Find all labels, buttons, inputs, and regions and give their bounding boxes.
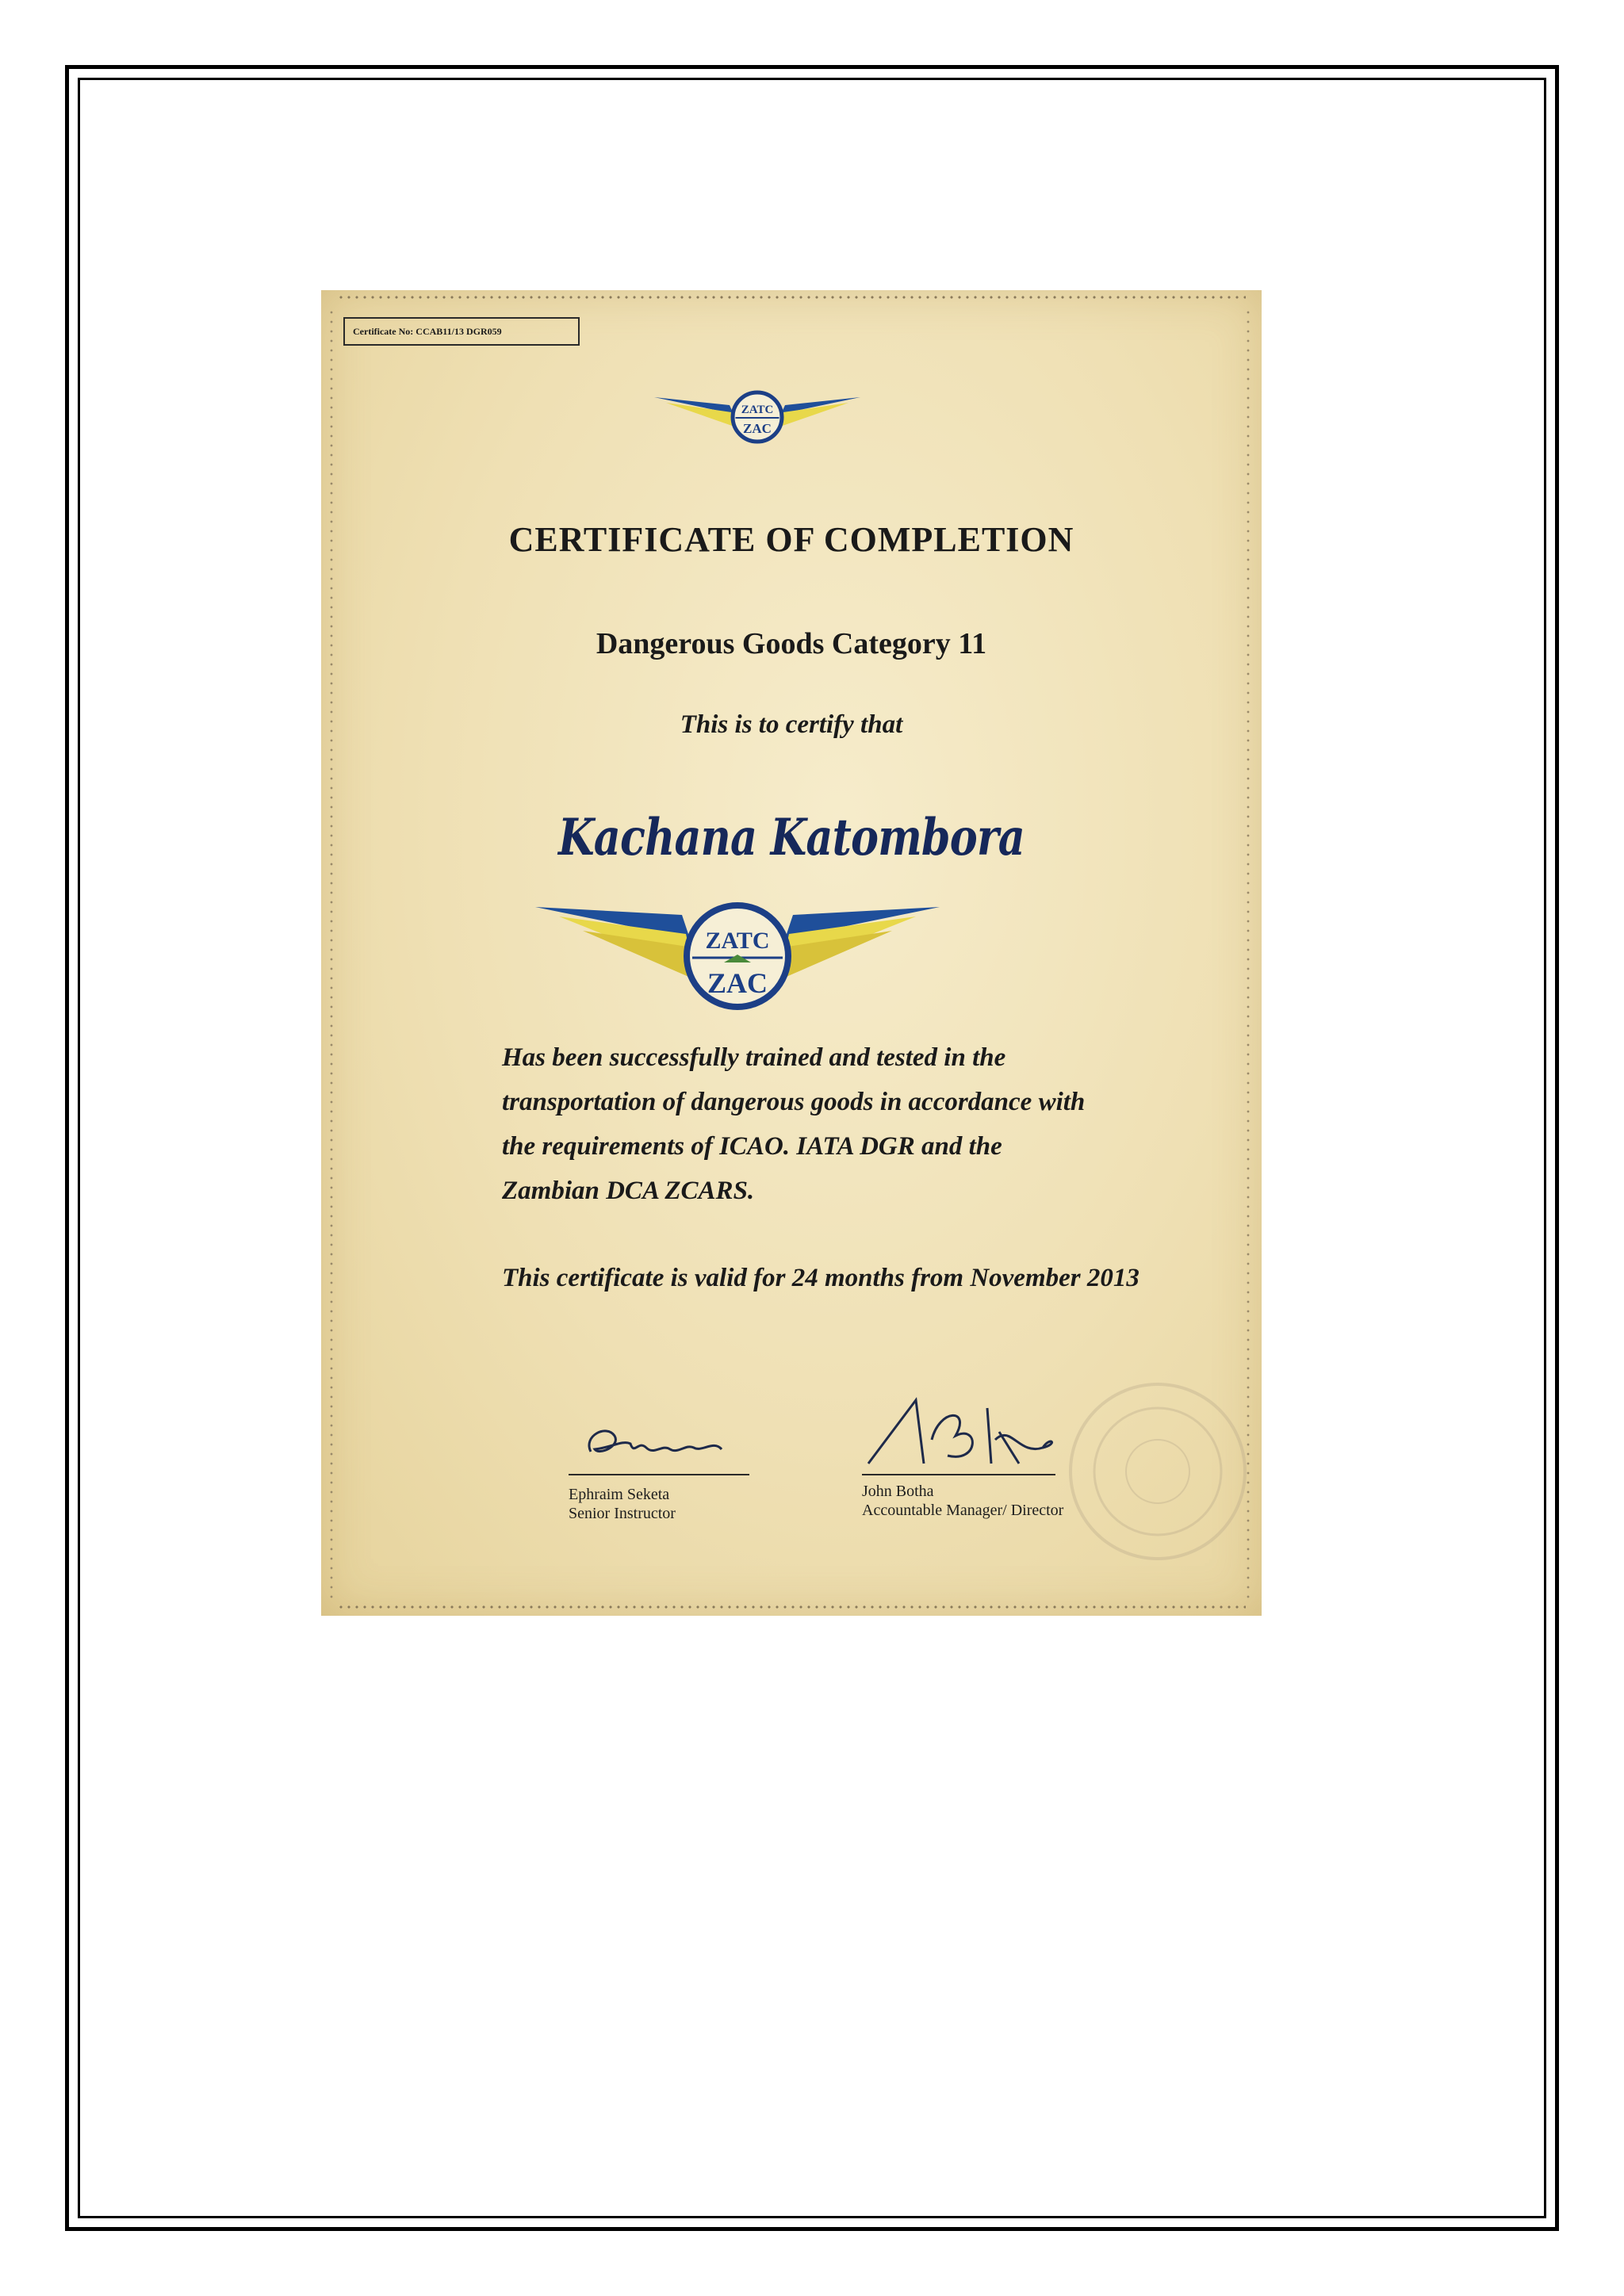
zatc-logo-small-icon: [650, 389, 864, 445]
dotted-border-top: [337, 295, 1246, 300]
body-line: transportation of dangerous goods in accordance with: [502, 1088, 1086, 1116]
logo-small-top-text: ZATC: [741, 404, 774, 416]
signatory-role: Accountable Manager/ Director: [862, 1502, 1064, 1519]
body-line: the requirements of ICAO. IATA DGR and the: [502, 1132, 1002, 1161]
certificate-body: [502, 1035, 1152, 1213]
signatory-name: John Botha: [862, 1483, 934, 1500]
logo-large-bottom-text: ZAC: [707, 967, 768, 999]
signature-seketa-icon: [575, 1408, 749, 1471]
body-line: Zambian DCA ZCARS.: [502, 1177, 755, 1205]
certificate-number-box: [343, 317, 580, 346]
body-line: Has been successfully trained and tested in the: [502, 1043, 1006, 1072]
certificate: [321, 290, 1262, 1616]
signatory-name: Ephraim Seketa: [569, 1486, 670, 1503]
signatory-role: Senior Instructor: [569, 1505, 676, 1522]
signature-line-left: [569, 1474, 749, 1475]
certificate-category: Dangerous Goods Category 11: [596, 627, 987, 660]
signature-line-right: [862, 1474, 1055, 1475]
logo-large-top-text: ZATC: [705, 928, 770, 954]
validity-statement: This certificate is valid for 24 months from November 2013: [502, 1264, 1139, 1292]
certify-line: This is to certify that: [680, 710, 903, 739]
certificate-title: CERTIFICATE OF COMPLETION: [508, 520, 1074, 559]
logo-small-bottom-text: ZAC: [743, 421, 772, 436]
certificate-number: Certificate No: CCAB11/13 DGR059: [353, 325, 502, 337]
dotted-border-left: [329, 308, 334, 1598]
dotted-border-bottom: [337, 1605, 1246, 1609]
zatc-logo-large-icon: [535, 899, 940, 1010]
signature-botha-icon: [860, 1392, 1098, 1471]
recipient-name: Kachana Katombora: [558, 808, 1025, 867]
